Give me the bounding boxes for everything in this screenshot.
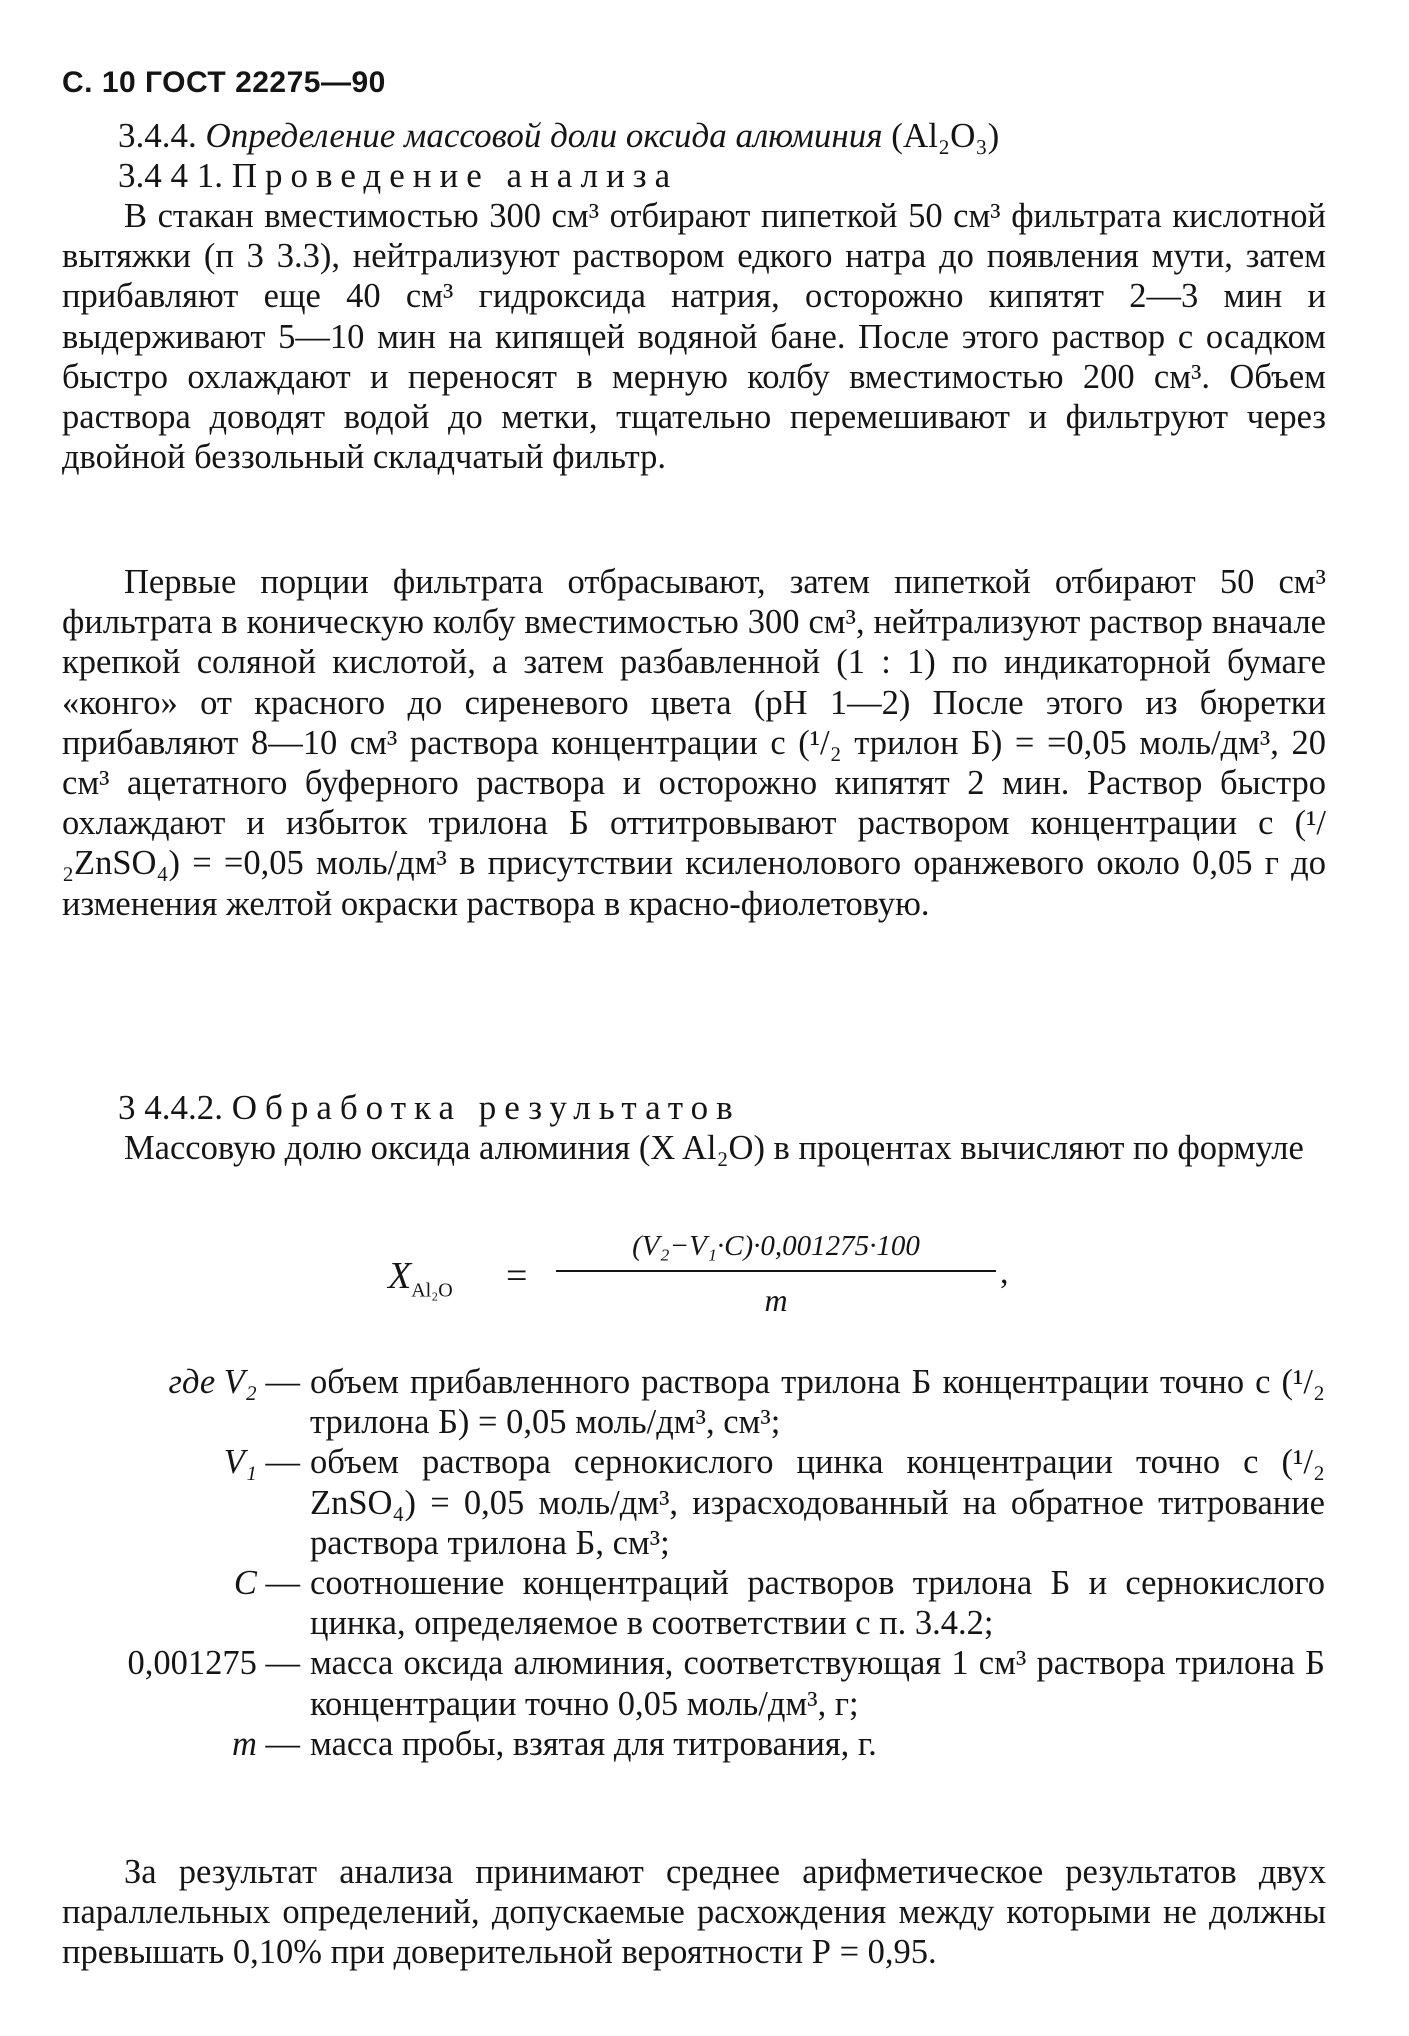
variable-definitions bbox=[0, 1362, 1409, 1764]
section-formula: (Al₂O₃) bbox=[891, 116, 1000, 155]
definition-symbol: где V₂ — bbox=[168, 1363, 300, 1401]
formula-denominator: m bbox=[764, 1282, 788, 1318]
paragraph-formula-intro: Массовую долю оксида алюминия (X Al₂O) в процентах вычисляют по формуле bbox=[124, 1129, 1304, 1167]
page-header: С. 10 ГОСТ 22275—90 bbox=[62, 66, 386, 99]
formula-fraction-bar bbox=[556, 1270, 996, 1272]
section-number: 3.4 4 1. bbox=[118, 156, 223, 195]
paragraph-procedure-1: В стакан вместимостью 300 см³ отбирают пипеткой 50 см³ фильтрата кислотной вытяжки (п 3 3.3), нейтрализуют раствором едкого натра до появления мути, затем прибавляют еще 40 см³ гидроксида натрия, осторожно кипятят 2—3 мин и выдерживают 5—10 мин на кипящей водяной бане. После этого раствор с осадком быстро охлаждают и переносят в мерную колбу вместимостью 200 см³. Объем раствора доводят водой до метки, тщательно перемешивают и фильтруют через двойной беззольный складчатый фильтр. bbox=[62, 197, 1326, 477]
definition-symbol: 0,001275 — bbox=[127, 1644, 300, 1683]
formula-lhs: $X_{Al_2O}$ bbox=[388, 1255, 453, 1302]
definition-text: объем раствора сернокислого цинка концентрации точно с (¹/₂ ZnSO₄) = 0,05 моль/дм³, израсходованный на обратное титрование раствора трилона Б, см³; bbox=[310, 1443, 1325, 1562]
definition-v1 bbox=[0, 1442, 1409, 1563]
definition-constant bbox=[0, 1643, 1409, 1723]
section-3-4-4-2-heading bbox=[118, 1088, 741, 1128]
definition-text: соотношение концентраций растворов трилона Б и сернокислого цинка, определяемое в соответствии с п. 3.4.2; bbox=[310, 1564, 1325, 1643]
definition-symbol: V₁ — bbox=[223, 1443, 300, 1482]
section-number: 3 4.4.2. bbox=[118, 1088, 223, 1127]
section-3-4-4-1-heading bbox=[118, 156, 678, 196]
section-number: 3.4.4. bbox=[118, 116, 197, 155]
section-title: Определение массовой доли оксида алюминия bbox=[205, 116, 883, 155]
definition-c bbox=[0, 1563, 1409, 1643]
aluminium-oxide-formula bbox=[388, 1230, 1088, 1340]
definition-m bbox=[0, 1724, 1409, 1764]
definition-text: масса пробы, взятая для титрования, г. bbox=[310, 1724, 877, 1763]
formula-numerator: (V₂−V₁·C)·0,001275·100 bbox=[632, 1230, 920, 1262]
section-title: Проведение анализа bbox=[231, 156, 679, 195]
definition-v2 bbox=[0, 1362, 1409, 1442]
formula-comma: , bbox=[1000, 1254, 1009, 1291]
definition-symbol: m — bbox=[231, 1724, 300, 1763]
section-title: Обработка результатов bbox=[231, 1088, 741, 1127]
formula-equals: = bbox=[506, 1255, 528, 1297]
definition-text: масса оксида алюминия, соответствующая 1 см³ раствора трилона Б концентрации точно 0,05 моль/дм³, г; bbox=[310, 1644, 1325, 1723]
paragraph-result: За результат анализа принимают среднее арифметическое результатов двух параллельных определений, допускаемые расхождения между которыми не должны превышать 0,10% при доверительной вероятности Р = 0,95. bbox=[62, 1853, 1326, 1972]
definition-text: объем прибавленного раствора трилона Б концентрации точно с (¹/₂ трилона Б) = 0,05 моль/дм³, см³; bbox=[310, 1363, 1325, 1442]
paragraph-procedure-2: Первые порции фильтрата отбрасывают, затем пипеткой отбирают 50 см³ фильтрата в коническую колбу вместимостью 300 см³, нейтрализуют раствор вначале крепкой соляной кислотой, а затем разбавленной (1 : 1) по индикаторной бумаге «конго» от красного до сиреневого цвета (рН 1—2) После этого из бюретки прибавляют 8—10 см³ раствора концентрации с (¹/₂ трилон Б) = =0,05 моль/дм³, 20 см³ ацетатного буферного раствора и осторожно кипятят 2 мин. Раствор быстро охлаждают и избыток трилона Б оттитровывают раствором концентрации с (¹/₂ZnSO₄) = =0,05 моль/дм³ в присутствии ксиленолового оранжевого около 0,05 г до изменения желтой окраски раствора в красно-фиолетовую. bbox=[62, 563, 1326, 923]
section-3-4-4-heading bbox=[118, 116, 999, 156]
definition-symbol: С — bbox=[233, 1564, 300, 1603]
